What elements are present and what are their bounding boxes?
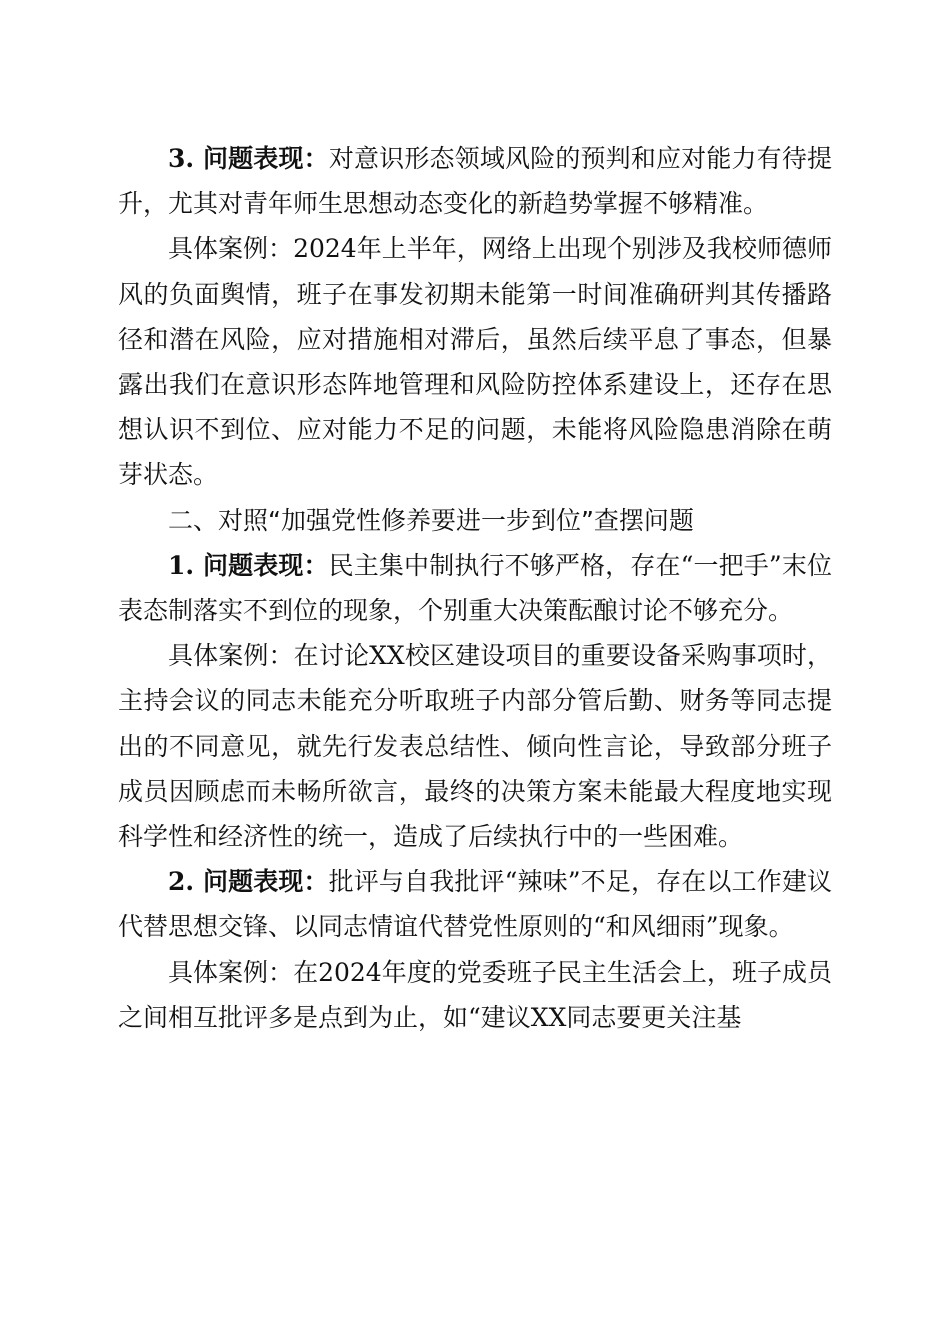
paragraph-case bbox=[118, 226, 832, 497]
paragraph-case bbox=[118, 950, 832, 1040]
paragraph-problem-2 bbox=[118, 859, 832, 949]
problem-label: 2. 问题表现： bbox=[168, 867, 329, 897]
paragraph-problem-3 bbox=[118, 136, 832, 226]
heading-text: 二、对照“加强党性修养要进一步到位”查摆问题 bbox=[168, 505, 694, 535]
paragraph-case bbox=[118, 633, 832, 859]
problem-label: 1. 问题表现： bbox=[168, 550, 329, 580]
paragraph-text: 批评与自我批评“辣味”不足，存在以工作建议代替思想交锋、以同志情谊代替党性原则的“和风细雨”现象。 bbox=[118, 867, 832, 942]
paragraph-text: 具体案例：在讨论XX校区建设项目的重要设备采购事项时，主持会议的同志未能充分听取班子内部分管后勤、财务等同志提出的不同意见，就先行发表总结性、倾向性言论，导致部分班子成员因顾虑而未畅所欲言，最终的决策方案未能最大程度地实现科学性和经济性的统一，造成了后续执行中的一些困难。 bbox=[118, 641, 832, 852]
document-body bbox=[118, 136, 832, 1040]
paragraph-text: 具体案例：在2024年度的党委班子民主生活会上，班子成员之间相互批评多是点到为止，如“建议XX同志要更关注基 bbox=[118, 957, 832, 1032]
paragraph-text: 具体案例：2024年上半年，网络上出现个别涉及我校师德师风的负面舆情，班子在事发初期未能第一时间准确研判其传播路径和潜在风险，应对措施相对滞后，虽然后续平息了事态，但暴露出我们在意识形态阵地管理和风险防控体系建设上，还存在思想认识不到位、应对能力不足的问题，未能将风险隐患消除在萌芽状态。 bbox=[118, 234, 832, 490]
paragraph-problem-1 bbox=[118, 543, 832, 633]
paragraph-text: 对意识形态领域风险的预判和应对能力有待提升，尤其对青年师生思想动态变化的新趋势掌握不够精准。 bbox=[118, 144, 832, 219]
section-heading bbox=[118, 498, 832, 543]
problem-label: 3. 问题表现： bbox=[168, 144, 329, 173]
paragraph-text: 民主集中制执行不够严格，存在“一把手”末位表态制落实不到位的现象，个别重大决策酝酿讨论不够充分。 bbox=[118, 550, 832, 626]
